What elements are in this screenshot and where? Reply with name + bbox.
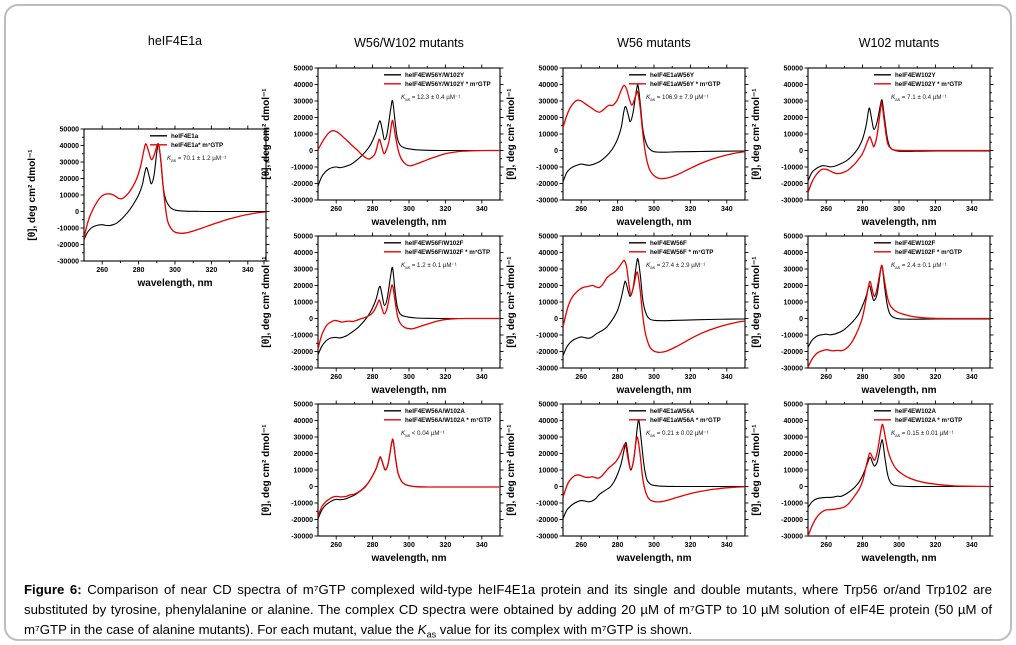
svg-text:50000: 50000 xyxy=(293,401,313,409)
svg-text:heIF4EW56A/W102A: heIF4EW56A/W102A xyxy=(405,408,465,415)
svg-text:320: 320 xyxy=(439,542,452,549)
cd-plot-w102y xyxy=(746,58,996,248)
svg-text:260: 260 xyxy=(330,206,343,213)
svg-text:300: 300 xyxy=(403,374,415,381)
svg-text:heIF4EW56F/W102F: heIF4EW56F/W102F xyxy=(405,240,464,247)
figure-caption xyxy=(24,580,992,642)
svg-text:30000: 30000 xyxy=(293,266,313,274)
svg-text:[θ], deg cm² dmol⁻¹: [θ], deg cm² dmol⁻¹ xyxy=(751,256,762,348)
svg-text:-20000: -20000 xyxy=(536,348,558,356)
svg-text:heIF4EW102F * m⁷GTP: heIF4EW102F * m⁷GTP xyxy=(895,249,962,256)
svg-text:40000: 40000 xyxy=(783,249,803,257)
svg-text:heIF4E1aW56Y * m⁷GTP: heIF4E1aW56Y * m⁷GTP xyxy=(650,81,721,88)
svg-text:340: 340 xyxy=(720,542,733,549)
svg-text:40000: 40000 xyxy=(293,417,313,425)
svg-text:260: 260 xyxy=(575,374,588,381)
svg-text:300: 300 xyxy=(169,267,181,274)
svg-text:280: 280 xyxy=(856,374,869,381)
svg-text:-10000: -10000 xyxy=(291,164,313,172)
svg-text:heIF4E1aW56A: heIF4E1aW56A xyxy=(650,408,695,415)
svg-text:50000: 50000 xyxy=(293,65,313,73)
svg-text:50000: 50000 xyxy=(538,401,558,409)
svg-text:260: 260 xyxy=(96,267,109,274)
svg-text:wavelength, nm: wavelength, nm xyxy=(616,385,692,396)
svg-text:40000: 40000 xyxy=(783,81,803,89)
svg-text:wavelength, nm: wavelength, nm xyxy=(371,553,447,564)
svg-text:50000: 50000 xyxy=(538,233,558,241)
figure-caption-k-symbol: K xyxy=(417,621,427,637)
svg-text:50000: 50000 xyxy=(59,126,79,134)
figure-caption-text-1: Comparison of near CD spectra of m⁷GTP complexed wild-type heIF4E1a protein and its single and double mutants, where Trp56 or/and Trp102 are substituted by tyrosine, phenylalanine or alanine. The complex CD spectra were obtained by adding 20 µM of m⁷GTP to 10 µM solution of eIF4E protein (50 µM of m⁷GTP in the case of alanine mutants). For each mutant, value the xyxy=(24,582,993,637)
svg-text:-20000: -20000 xyxy=(57,241,79,249)
svg-text:30000: 30000 xyxy=(59,159,79,167)
svg-text:-30000: -30000 xyxy=(291,197,313,205)
svg-text:[θ], deg cm² dmol⁻¹: [θ], deg cm² dmol⁻¹ xyxy=(751,88,762,180)
svg-text:-20000: -20000 xyxy=(291,180,313,188)
svg-text:heIF4EW56F/W102F * m⁷GTP: heIF4EW56F/W102F * m⁷GTP xyxy=(405,249,491,256)
svg-text:280: 280 xyxy=(856,542,869,549)
svg-text:260: 260 xyxy=(330,542,343,549)
svg-text:40000: 40000 xyxy=(293,249,313,257)
svg-text:heIF4EW102F: heIF4EW102F xyxy=(895,240,936,247)
svg-text:20000: 20000 xyxy=(293,282,313,290)
svg-text:-30000: -30000 xyxy=(781,197,803,205)
svg-text:20000: 20000 xyxy=(59,175,79,183)
left-plot-title: heIF4E1a xyxy=(147,34,203,48)
svg-text:40000: 40000 xyxy=(538,417,558,425)
svg-text:-10000: -10000 xyxy=(781,332,803,340)
svg-text:300: 300 xyxy=(648,374,660,381)
svg-text:40000: 40000 xyxy=(293,81,313,89)
svg-text:320: 320 xyxy=(929,206,942,213)
svg-text:300: 300 xyxy=(403,206,415,213)
svg-text:280: 280 xyxy=(366,206,379,213)
cd-plot-w56f xyxy=(501,226,751,416)
svg-text:heIF4EW102Y * m⁷GTP: heIF4EW102Y * m⁷GTP xyxy=(895,81,963,88)
svg-text:50000: 50000 xyxy=(783,401,803,409)
svg-text:[θ], deg cm² dmol⁻¹: [θ], deg cm² dmol⁻¹ xyxy=(261,424,272,516)
svg-text:50000: 50000 xyxy=(783,233,803,241)
svg-text:-30000: -30000 xyxy=(57,258,79,266)
svg-text:40000: 40000 xyxy=(538,81,558,89)
svg-text:Kas = 106.9 ± 7.9 µM⁻¹: $K_{as} = 106.9 \pm 7.9$ µM⁻¹ xyxy=(646,94,709,102)
svg-text:20000: 20000 xyxy=(783,450,803,458)
svg-text:-20000: -20000 xyxy=(536,180,558,188)
svg-text:Kas < 0.04 µM⁻¹: $K_{as} < 0.04$ µM⁻¹ xyxy=(401,430,445,438)
svg-text:30000: 30000 xyxy=(783,98,803,106)
svg-text:20000: 20000 xyxy=(293,450,313,458)
figure-caption-k-subscript: as xyxy=(426,629,437,640)
svg-text:40000: 40000 xyxy=(538,249,558,257)
svg-text:0: 0 xyxy=(75,208,79,216)
svg-text:heIF4E1a: heIF4E1a xyxy=(171,133,199,140)
svg-text:[θ], deg cm² dmol⁻¹: [θ], deg cm² dmol⁻¹ xyxy=(261,88,272,180)
svg-text:280: 280 xyxy=(366,374,379,381)
svg-text:0: 0 xyxy=(554,315,558,323)
svg-text:40000: 40000 xyxy=(59,142,79,150)
svg-text:[θ], deg cm² dmol⁻¹: [θ], deg cm² dmol⁻¹ xyxy=(506,88,517,180)
svg-text:260: 260 xyxy=(575,542,588,549)
svg-text:30000: 30000 xyxy=(293,98,313,106)
svg-text:260: 260 xyxy=(820,374,833,381)
svg-text:-30000: -30000 xyxy=(291,533,313,541)
figure-caption-label: Figure 6: xyxy=(24,582,82,597)
svg-text:30000: 30000 xyxy=(538,266,558,274)
svg-text:0: 0 xyxy=(554,147,558,155)
svg-text:wavelength, nm: wavelength, nm xyxy=(616,217,692,228)
cd-plot-w102f xyxy=(746,226,996,416)
cd-plot-w56f-w102f xyxy=(256,226,506,416)
svg-text:340: 340 xyxy=(475,374,488,381)
svg-text:0: 0 xyxy=(799,147,803,155)
svg-text:-30000: -30000 xyxy=(536,533,558,541)
svg-text:280: 280 xyxy=(611,542,624,549)
cd-plot-w56a-w102a xyxy=(256,394,506,584)
svg-text:340: 340 xyxy=(965,542,978,549)
svg-text:-10000: -10000 xyxy=(536,164,558,172)
svg-text:20000: 20000 xyxy=(538,282,558,290)
svg-text:260: 260 xyxy=(820,542,833,549)
svg-text:wavelength, nm: wavelength, nm xyxy=(616,553,692,564)
svg-text:heIF4EW56F * m⁷GTP: heIF4EW56F * m⁷GTP xyxy=(650,249,714,256)
svg-text:heIF4E1aW56A * m⁷GTP: heIF4E1aW56A * m⁷GTP xyxy=(650,417,721,424)
svg-text:300: 300 xyxy=(893,206,905,213)
svg-text:280: 280 xyxy=(132,267,145,274)
svg-text:300: 300 xyxy=(648,206,660,213)
svg-text:20000: 20000 xyxy=(538,114,558,122)
svg-text:260: 260 xyxy=(575,206,588,213)
svg-text:280: 280 xyxy=(856,206,869,213)
svg-text:wavelength, nm: wavelength, nm xyxy=(861,553,937,564)
svg-text:-10000: -10000 xyxy=(536,332,558,340)
svg-text:Kas = 27.4 ± 2.9 µM⁻¹: $K_{as} = 27.4 \pm 2.9$ µM⁻¹ xyxy=(646,262,706,270)
svg-text:-30000: -30000 xyxy=(536,197,558,205)
svg-text:10000: 10000 xyxy=(783,299,803,307)
svg-text:-10000: -10000 xyxy=(536,500,558,508)
svg-text:[θ], deg cm² dmol⁻¹: [θ], deg cm² dmol⁻¹ xyxy=(506,256,517,348)
svg-text:10000: 10000 xyxy=(538,299,558,307)
svg-text:heIF4EW56Y/W102Y * m⁷GTP: heIF4EW56Y/W102Y * m⁷GTP xyxy=(405,81,491,88)
svg-text:30000: 30000 xyxy=(783,434,803,442)
svg-text:-20000: -20000 xyxy=(291,516,313,524)
cd-plot-heif4e1a xyxy=(22,119,272,309)
svg-text:0: 0 xyxy=(309,315,313,323)
svg-text:30000: 30000 xyxy=(783,266,803,274)
svg-text:320: 320 xyxy=(684,206,697,213)
svg-text:heIF4EW102Y: heIF4EW102Y xyxy=(895,72,936,79)
svg-text:-20000: -20000 xyxy=(781,180,803,188)
svg-text:wavelength, nm: wavelength, nm xyxy=(861,217,937,228)
svg-text:10000: 10000 xyxy=(59,192,79,200)
svg-text:340: 340 xyxy=(965,206,978,213)
svg-text:Kas = 0.15 ± 0.01 µM⁻¹: $K_{as} = 0.15 \pm 0.01$ µM⁻¹ xyxy=(891,430,954,438)
svg-text:0: 0 xyxy=(554,483,558,491)
svg-text:10000: 10000 xyxy=(293,299,313,307)
cd-plot-w56y xyxy=(501,58,751,248)
svg-text:30000: 30000 xyxy=(293,434,313,442)
svg-text:340: 340 xyxy=(475,542,488,549)
svg-text:10000: 10000 xyxy=(293,131,313,139)
column-title-w56-w102-mutants: W56/W102 mutants xyxy=(354,36,464,50)
svg-text:-10000: -10000 xyxy=(781,164,803,172)
svg-text:-20000: -20000 xyxy=(536,516,558,524)
svg-text:340: 340 xyxy=(720,206,733,213)
svg-text:Kas = 7.1 ± 0.4 µM⁻¹: $K_{as} = 7.1 \pm 0.4$ µM⁻¹ xyxy=(891,94,947,102)
svg-text:50000: 50000 xyxy=(783,65,803,73)
svg-text:-10000: -10000 xyxy=(291,500,313,508)
svg-text:Kas = 1.2 ± 0.1 µM⁻¹: $K_{as} = 1.2 \pm 0.1$ µM⁻¹ xyxy=(401,262,457,270)
svg-text:heIF4E1a* m⁷GTP: heIF4E1a* m⁷GTP xyxy=(171,142,224,149)
svg-text:-20000: -20000 xyxy=(291,348,313,356)
svg-text:280: 280 xyxy=(366,542,379,549)
svg-text:[θ], deg cm² dmol⁻¹: [θ], deg cm² dmol⁻¹ xyxy=(261,256,272,348)
svg-text:-30000: -30000 xyxy=(536,365,558,373)
svg-text:20000: 20000 xyxy=(293,114,313,122)
svg-text:320: 320 xyxy=(439,374,452,381)
svg-text:Kas = 70.1 ± 1.2 µM⁻¹: $K_{as} = 70.1 \pm 1.2$ µM⁻¹ xyxy=(167,155,227,163)
svg-text:-10000: -10000 xyxy=(57,225,79,233)
svg-text:340: 340 xyxy=(241,267,254,274)
svg-text:320: 320 xyxy=(929,374,942,381)
svg-text:0: 0 xyxy=(309,483,313,491)
svg-text:heIF4EW56A/W102A * m⁷GTP: heIF4EW56A/W102A * m⁷GTP xyxy=(405,417,492,424)
svg-text:wavelength, nm: wavelength, nm xyxy=(371,385,447,396)
svg-text:10000: 10000 xyxy=(538,131,558,139)
svg-text:20000: 20000 xyxy=(538,450,558,458)
svg-text:300: 300 xyxy=(893,374,905,381)
svg-text:heIF4EW102A: heIF4EW102A xyxy=(895,408,936,415)
svg-text:0: 0 xyxy=(799,483,803,491)
figure-caption-text-2: value for its complex with m⁷GTP is shown. xyxy=(436,621,692,637)
svg-text:320: 320 xyxy=(684,374,697,381)
svg-text:320: 320 xyxy=(439,206,452,213)
svg-text:Kas = 2.4 ± 0.1 µM⁻¹: $K_{as} = 2.4 \pm 0.1$ µM⁻¹ xyxy=(891,262,947,270)
svg-text:340: 340 xyxy=(720,374,733,381)
svg-text:10000: 10000 xyxy=(538,467,558,475)
svg-text:-10000: -10000 xyxy=(291,332,313,340)
cd-plot-w56y-w102y xyxy=(256,58,506,248)
svg-text:[θ], deg cm² dmol⁻¹: [θ], deg cm² dmol⁻¹ xyxy=(27,149,38,241)
svg-text:-20000: -20000 xyxy=(781,348,803,356)
svg-text:30000: 30000 xyxy=(538,434,558,442)
svg-text:0: 0 xyxy=(309,147,313,155)
svg-text:-30000: -30000 xyxy=(781,365,803,373)
svg-text:10000: 10000 xyxy=(293,467,313,475)
svg-text:260: 260 xyxy=(820,206,833,213)
svg-text:30000: 30000 xyxy=(538,98,558,106)
svg-text:320: 320 xyxy=(684,542,697,549)
column-title-w56-mutants: W56 mutants xyxy=(617,36,691,50)
svg-text:-30000: -30000 xyxy=(291,365,313,373)
svg-text:heIF4EW102A * m⁷GTP: heIF4EW102A * m⁷GTP xyxy=(895,417,963,424)
svg-text:wavelength, nm: wavelength, nm xyxy=(861,385,937,396)
svg-text:-20000: -20000 xyxy=(781,516,803,524)
svg-text:280: 280 xyxy=(611,374,624,381)
svg-text:280: 280 xyxy=(611,206,624,213)
svg-text:40000: 40000 xyxy=(783,417,803,425)
svg-text:340: 340 xyxy=(475,206,488,213)
svg-text:300: 300 xyxy=(893,542,905,549)
svg-text:heIF4EW56F: heIF4EW56F xyxy=(650,240,687,247)
svg-text:Kas = 0.21 ± 0.02 µM⁻¹: $K_{as} = 0.21 \pm 0.02$ µM⁻¹ xyxy=(646,430,709,438)
svg-text:50000: 50000 xyxy=(293,233,313,241)
cd-plot-w56a xyxy=(501,394,751,584)
svg-text:0: 0 xyxy=(799,315,803,323)
svg-text:heIF4EW56Y/W102Y: heIF4EW56Y/W102Y xyxy=(405,72,465,79)
svg-text:wavelength, nm: wavelength, nm xyxy=(137,278,213,289)
svg-text:20000: 20000 xyxy=(783,114,803,122)
svg-text:320: 320 xyxy=(205,267,218,274)
svg-text:wavelength, nm: wavelength, nm xyxy=(371,217,447,228)
svg-text:10000: 10000 xyxy=(783,131,803,139)
svg-text:heIF4E1aW56Y: heIF4E1aW56Y xyxy=(650,72,695,79)
svg-text:Kas = 12.3 ± 0.4 µM⁻¹: $K_{as} = 12.3 \pm 0.4$ µM⁻¹ xyxy=(401,94,461,102)
svg-text:300: 300 xyxy=(403,542,415,549)
svg-text:-10000: -10000 xyxy=(781,500,803,508)
column-title-w102-mutants: W102 mutants xyxy=(858,36,940,50)
svg-text:300: 300 xyxy=(648,542,660,549)
cd-plot-w102a xyxy=(746,394,996,584)
svg-text:320: 320 xyxy=(929,542,942,549)
figure-panel xyxy=(4,4,1012,641)
svg-text:20000: 20000 xyxy=(783,282,803,290)
svg-text:50000: 50000 xyxy=(538,65,558,73)
svg-text:340: 340 xyxy=(965,374,978,381)
svg-text:[θ], deg cm² dmol⁻¹: [θ], deg cm² dmol⁻¹ xyxy=(506,424,517,516)
svg-text:[θ], deg cm² dmol⁻¹: [θ], deg cm² dmol⁻¹ xyxy=(751,424,762,516)
svg-text:260: 260 xyxy=(330,374,343,381)
svg-text:-30000: -30000 xyxy=(781,533,803,541)
svg-text:10000: 10000 xyxy=(783,467,803,475)
